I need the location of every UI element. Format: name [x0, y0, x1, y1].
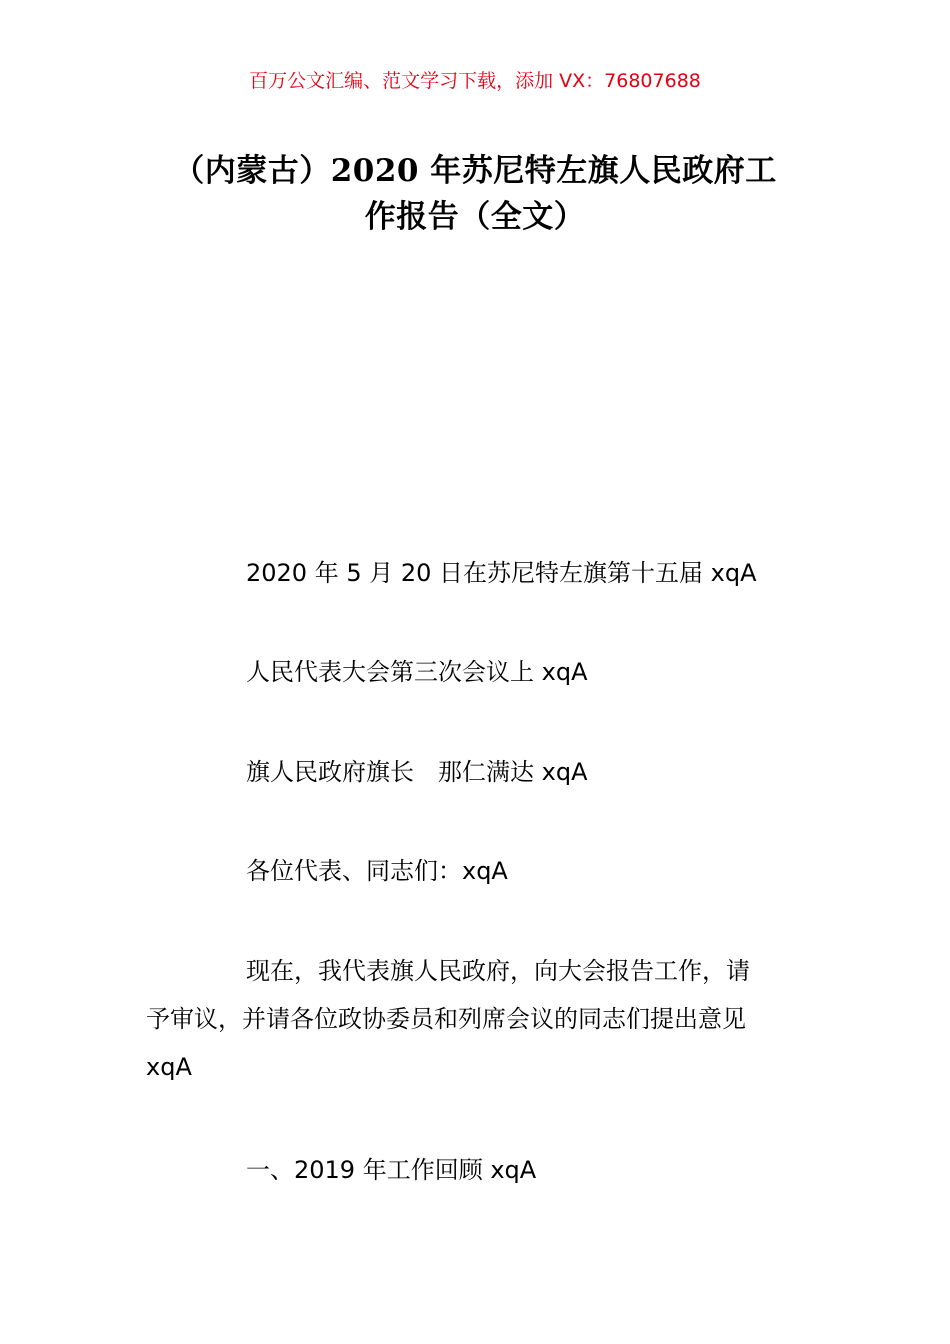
- speaker-line: 旗人民政府旗长 那仁满达 xqA: [246, 758, 588, 786]
- date-line: 2020 年 5 月 20 日在苏尼特左旗第十五届 xqA: [246, 559, 757, 587]
- section-heading-1: 一、2019 年工作回顾 xqA: [246, 1156, 537, 1184]
- title-line-2: 作报告（全文）: [364, 199, 586, 235]
- intro-paragraph: [146, 947, 810, 1091]
- intro-line-1: 现在，我代表旗人民政府，向大会报告工作，请: [246, 957, 750, 985]
- title-line-1: （内蒙古）2020 年苏尼特左旗人民政府工: [173, 153, 777, 189]
- salutation: 各位代表、同志们：xqA: [246, 857, 508, 885]
- meeting-line: 人民代表大会第三次会议上 xqA: [246, 658, 588, 686]
- header-banner: 百万公文汇编、范文学习下载，添加 VX：76807688: [249, 70, 701, 92]
- intro-line-3: xqA: [146, 1053, 192, 1081]
- intro-line-2: 予审议，并请各位政协委员和列席会议的同志们提出意见: [146, 1005, 746, 1033]
- document-title: [140, 148, 810, 240]
